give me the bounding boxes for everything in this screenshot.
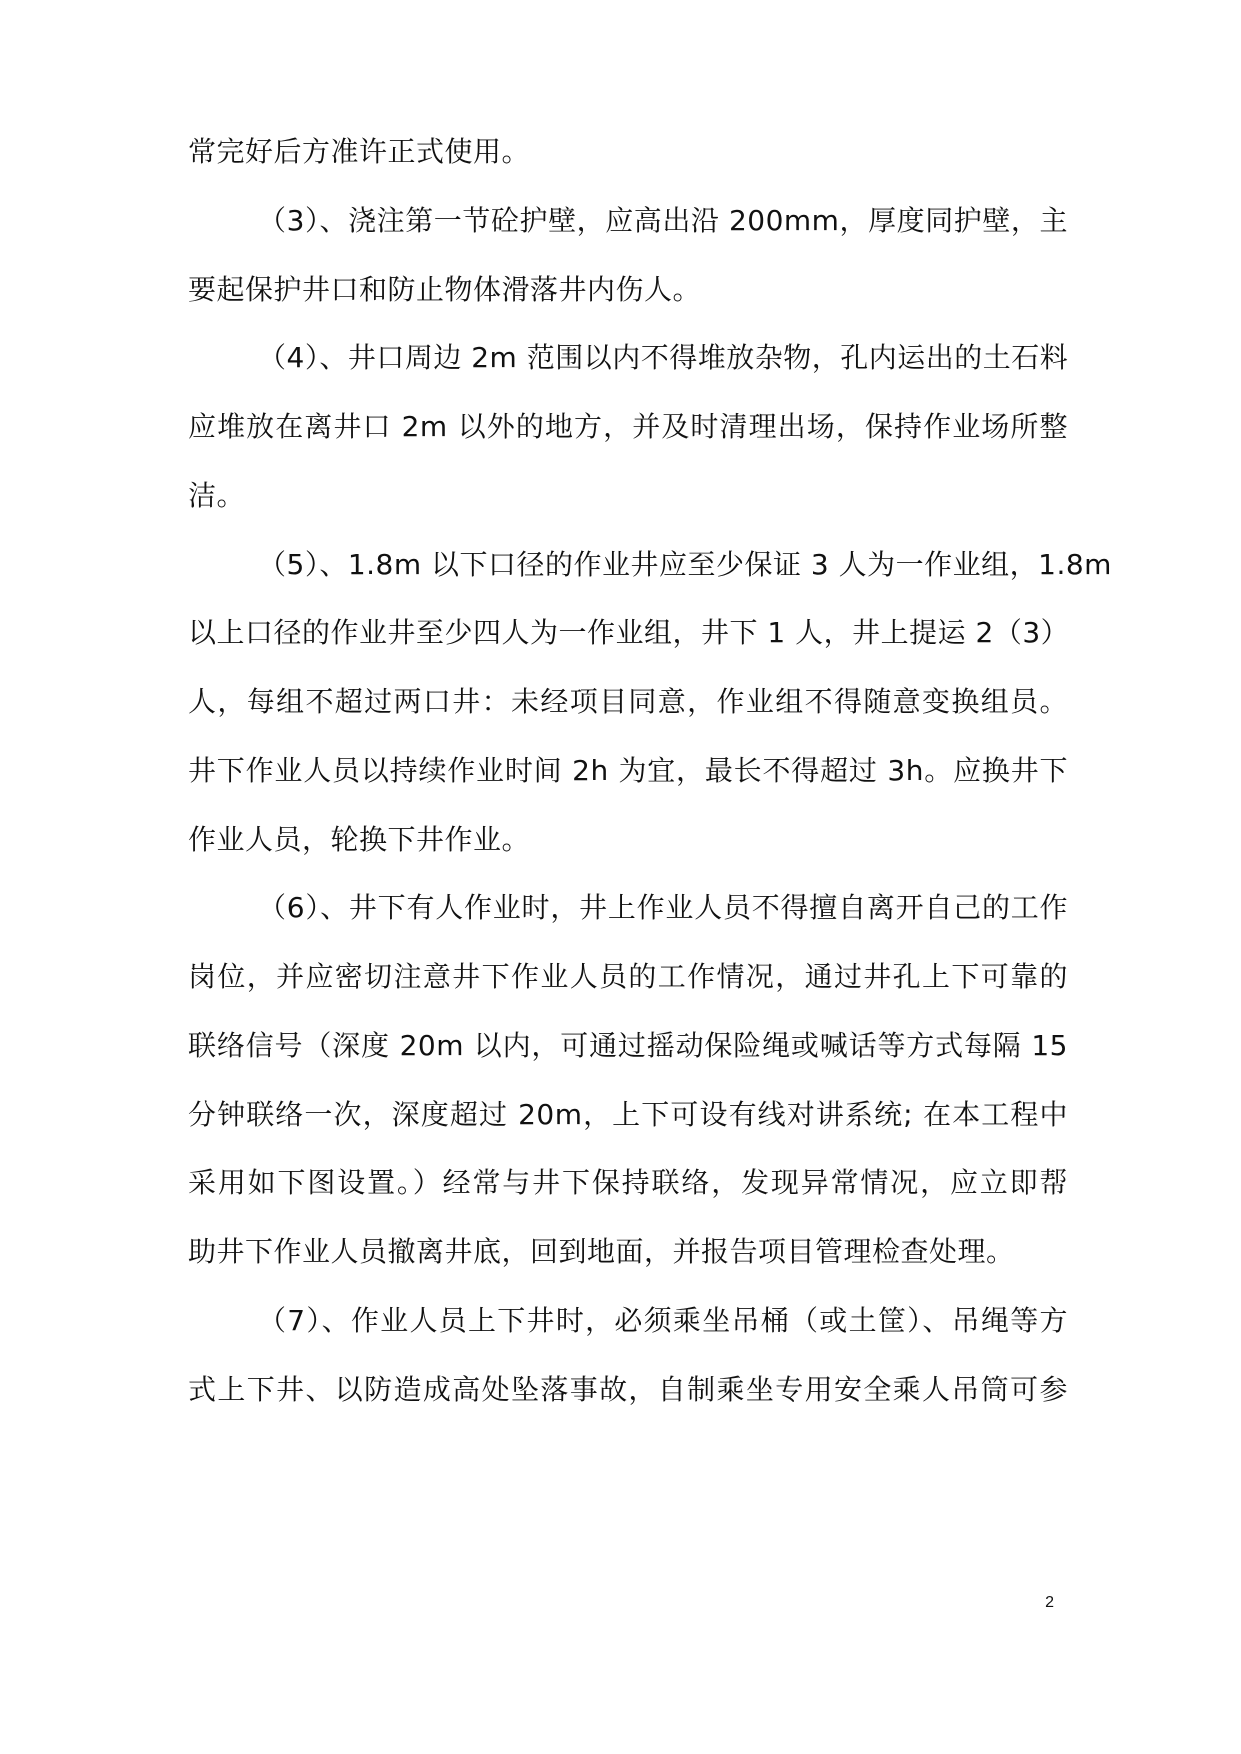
page-number: 2 <box>1045 1594 1054 1611</box>
text-line-3: 要起保护井口和防止物体滑落井内伤人。 <box>188 273 702 306</box>
text-line-15: 分钟联络一次，深度超过 20m，上下可设有线对讲系统; 在本工程中 <box>188 1098 1068 1131</box>
text-line-7: （5）、1.8m 以下口径的作业井应至少保证 3 人为一作业组，1.8m <box>258 548 1112 581</box>
text-line-9: 人，每组不超过两口井：未经项目同意，作业组不得随意变换组员。 <box>188 685 1068 718</box>
text-line-19: 式上下井、以防造成高处坠落事故，自制乘坐专用安全乘人吊筒可参 <box>188 1373 1068 1406</box>
text-line-14: 联络信号（深度 20m 以内，可通过摇动保险绳或喊话等方式每隔 15 <box>188 1029 1068 1062</box>
text-line-13: 岗位，并应密切注意井下作业人员的工作情况，通过井孔上下可靠的 <box>188 960 1068 993</box>
text-line-10: 井下作业人员以持续作业时间 2h 为宜，最长不得超过 3h。应换井下 <box>188 754 1068 787</box>
text-line-18: （7）、作业人员上下井时，必须乘坐吊桶（或土筐）、吊绳等方 <box>258 1304 1068 1337</box>
text-line-16: 采用如下图设置。）经常与井下保持联络，发现异常情况，应立即帮 <box>188 1166 1068 1199</box>
text-line-8: 以上口径的作业井至少四人为一作业组，井下 1 人，井上提运 2（3） <box>188 616 1070 649</box>
text-line-1: 常完好后方准许正式使用。 <box>188 135 531 168</box>
text-line-6: 洁。 <box>188 479 246 512</box>
text-line-17: 助井下作业人员撤离井底，回到地面，并报告项目管理检查处理。 <box>188 1235 1015 1268</box>
text-line-2: （3）、浇注第一节砼护壁，应高出沿 200mm，厚度同护壁，主 <box>258 204 1068 237</box>
text-line-11: 作业人员，轮换下井作业。 <box>188 823 531 856</box>
text-line-5: 应堆放在离井口 2m 以外的地方，并及时清理出场，保持作业场所整 <box>188 410 1068 443</box>
text-line-4: （4）、井口周边 2m 范围以内不得堆放杂物，孔内运出的土石料 <box>258 341 1069 374</box>
text-line-12: （6）、井下有人作业时，井上作业人员不得擅自离开自己的工作 <box>258 891 1068 924</box>
